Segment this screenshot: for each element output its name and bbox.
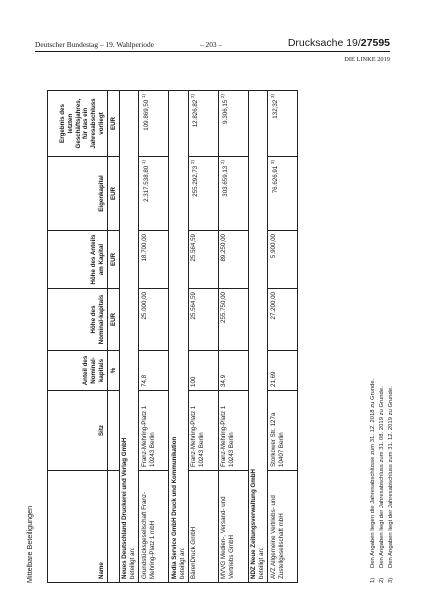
cell-anteil: 34,9 bbox=[218, 351, 248, 391]
rotated-content bbox=[25, 63, 405, 583]
cell-nominal: 255.750,00 bbox=[218, 289, 248, 351]
holdings-table bbox=[47, 90, 298, 583]
cell-sitz: Franz-Mehring-Platz 1 10243 Berlin bbox=[218, 391, 248, 471]
cell-hoehe: 89.250,00 bbox=[218, 231, 248, 289]
col-header-nominal: Höhe des Nominal-kapitals bbox=[48, 289, 108, 351]
cell-eigenkapital: 2.317.538,80 $^{1)}$ bbox=[139, 157, 169, 231]
table-row bbox=[218, 91, 248, 583]
unit-eigenkapital: EUR bbox=[108, 157, 120, 231]
col-header-sitz: Sitz bbox=[48, 391, 108, 471]
cell-sitz: Franz-Mehring-Platz 1 10243 Berlin bbox=[139, 391, 169, 471]
cell-name: MVVG Medien-, Versand- und Vertriebs GmbH bbox=[218, 471, 248, 583]
section-title: Mittelbare Beteiligungen bbox=[25, 505, 34, 583]
group-title: NDZ Neue Zeitungsverwaltung GmbH beteiligt an: bbox=[248, 91, 268, 583]
unit-cell-empty bbox=[108, 391, 120, 471]
cell-name: Grundstücksgesellschaft Franz-Mehring-Platz 1 mbH bbox=[139, 471, 169, 583]
table-row bbox=[139, 91, 169, 583]
cell-ergebnis: 12.826,82 $^{2)}$ bbox=[188, 91, 218, 157]
footnotes bbox=[369, 379, 396, 583]
table-row bbox=[188, 91, 218, 583]
cell-name: BärenDruck GmbH bbox=[188, 471, 218, 583]
cell-nominal: 25.564,59 bbox=[188, 289, 218, 351]
group-title: Media Service GmbH Druck und Kommunikation beteiligt an: bbox=[169, 91, 189, 583]
party-label: DIE LINKE 2019 bbox=[344, 56, 390, 63]
cell-eigenkapital: 76.626,91 $^{3)}$ bbox=[268, 157, 298, 231]
footnote: 2) Den Angaben liegt der Jahresabschluss zum 31. 08. 2019 zu Grunde. bbox=[379, 386, 386, 583]
cell-nominal: 27.200,00 bbox=[268, 289, 298, 351]
cell-nominal: 25.000,00 bbox=[139, 289, 169, 351]
col-header-ergebnis: Ergebnis des letzten Geschäftsjahres, für das ein Jahresabschluss vorliegt bbox=[48, 91, 108, 157]
table-group-row bbox=[169, 91, 189, 583]
col-header-eigenkapital: Eigenkapital bbox=[48, 157, 108, 231]
group-title: Neues Deutschland Druckerei und Verlag GmbH beteiligt an: bbox=[119, 91, 139, 583]
cell-ergebnis: 109.869,50 $^{1)}$ bbox=[139, 91, 169, 157]
cell-eigenkapital: 303.659,13 $^{2)}$ bbox=[218, 157, 248, 231]
header-rule bbox=[35, 51, 390, 52]
cell-eigenkapital: 255.292,73 $^{2)}$ bbox=[188, 157, 218, 231]
document-number-value: 27595 bbox=[360, 37, 390, 49]
col-header-anteil: Anteil des Nominal-kapitals bbox=[48, 351, 108, 391]
cell-hoehe: 25.564,59 bbox=[188, 231, 218, 289]
page-number: – 203 – bbox=[200, 40, 223, 49]
table-group-row bbox=[119, 91, 139, 583]
table-row bbox=[268, 91, 298, 583]
cell-ergebnis: 9.306,15 $^{2)}$ bbox=[218, 91, 248, 157]
cell-anteil: 100 bbox=[188, 351, 218, 391]
cell-sitz: Storkower Str. 127a 10407 Berlin bbox=[268, 391, 298, 471]
cell-anteil: 74,8 bbox=[139, 351, 169, 391]
cell-hoehe: 18.700,00 bbox=[139, 231, 169, 289]
cell-ergebnis: 132,32 $^{3)}$ bbox=[268, 91, 298, 157]
cell-name: AVZ Allgemeine Vertriebs- und Zustellgesellschaft mbH bbox=[268, 471, 298, 583]
cell-sitz: Franz-Mehring-Platz 1 10243 Berlin bbox=[188, 391, 218, 471]
cell-hoehe: 5.900,00 bbox=[268, 231, 298, 289]
unit-ergebnis: EUR bbox=[108, 91, 120, 157]
unit-cell-empty bbox=[108, 471, 120, 583]
col-header-name: Name bbox=[48, 471, 108, 583]
document-number-prefix: Drucksache 19/ bbox=[287, 37, 361, 49]
cell-anteil: 21,69 bbox=[268, 351, 298, 391]
footnote: 1) Den Angaben liegen die Jahresabschlüsse zum 31. 12. 2018 zu Grunde. bbox=[370, 378, 376, 583]
running-header-left: Deutscher Bundestag – 19. Wahlperiode bbox=[35, 40, 154, 49]
table-group-row bbox=[248, 91, 268, 583]
col-header-hoehe: Höhe des Anteils am Kapital bbox=[48, 231, 108, 289]
unit-hoehe: EUR bbox=[108, 231, 120, 289]
document-number bbox=[288, 37, 390, 49]
footnote: 3) Den Angaben liegt der Jahresabschluss zum 31. 12. 2019 zu Grunde. bbox=[388, 386, 395, 583]
unit-nominal: EUR bbox=[108, 289, 120, 351]
unit-anteil: % bbox=[108, 351, 120, 391]
